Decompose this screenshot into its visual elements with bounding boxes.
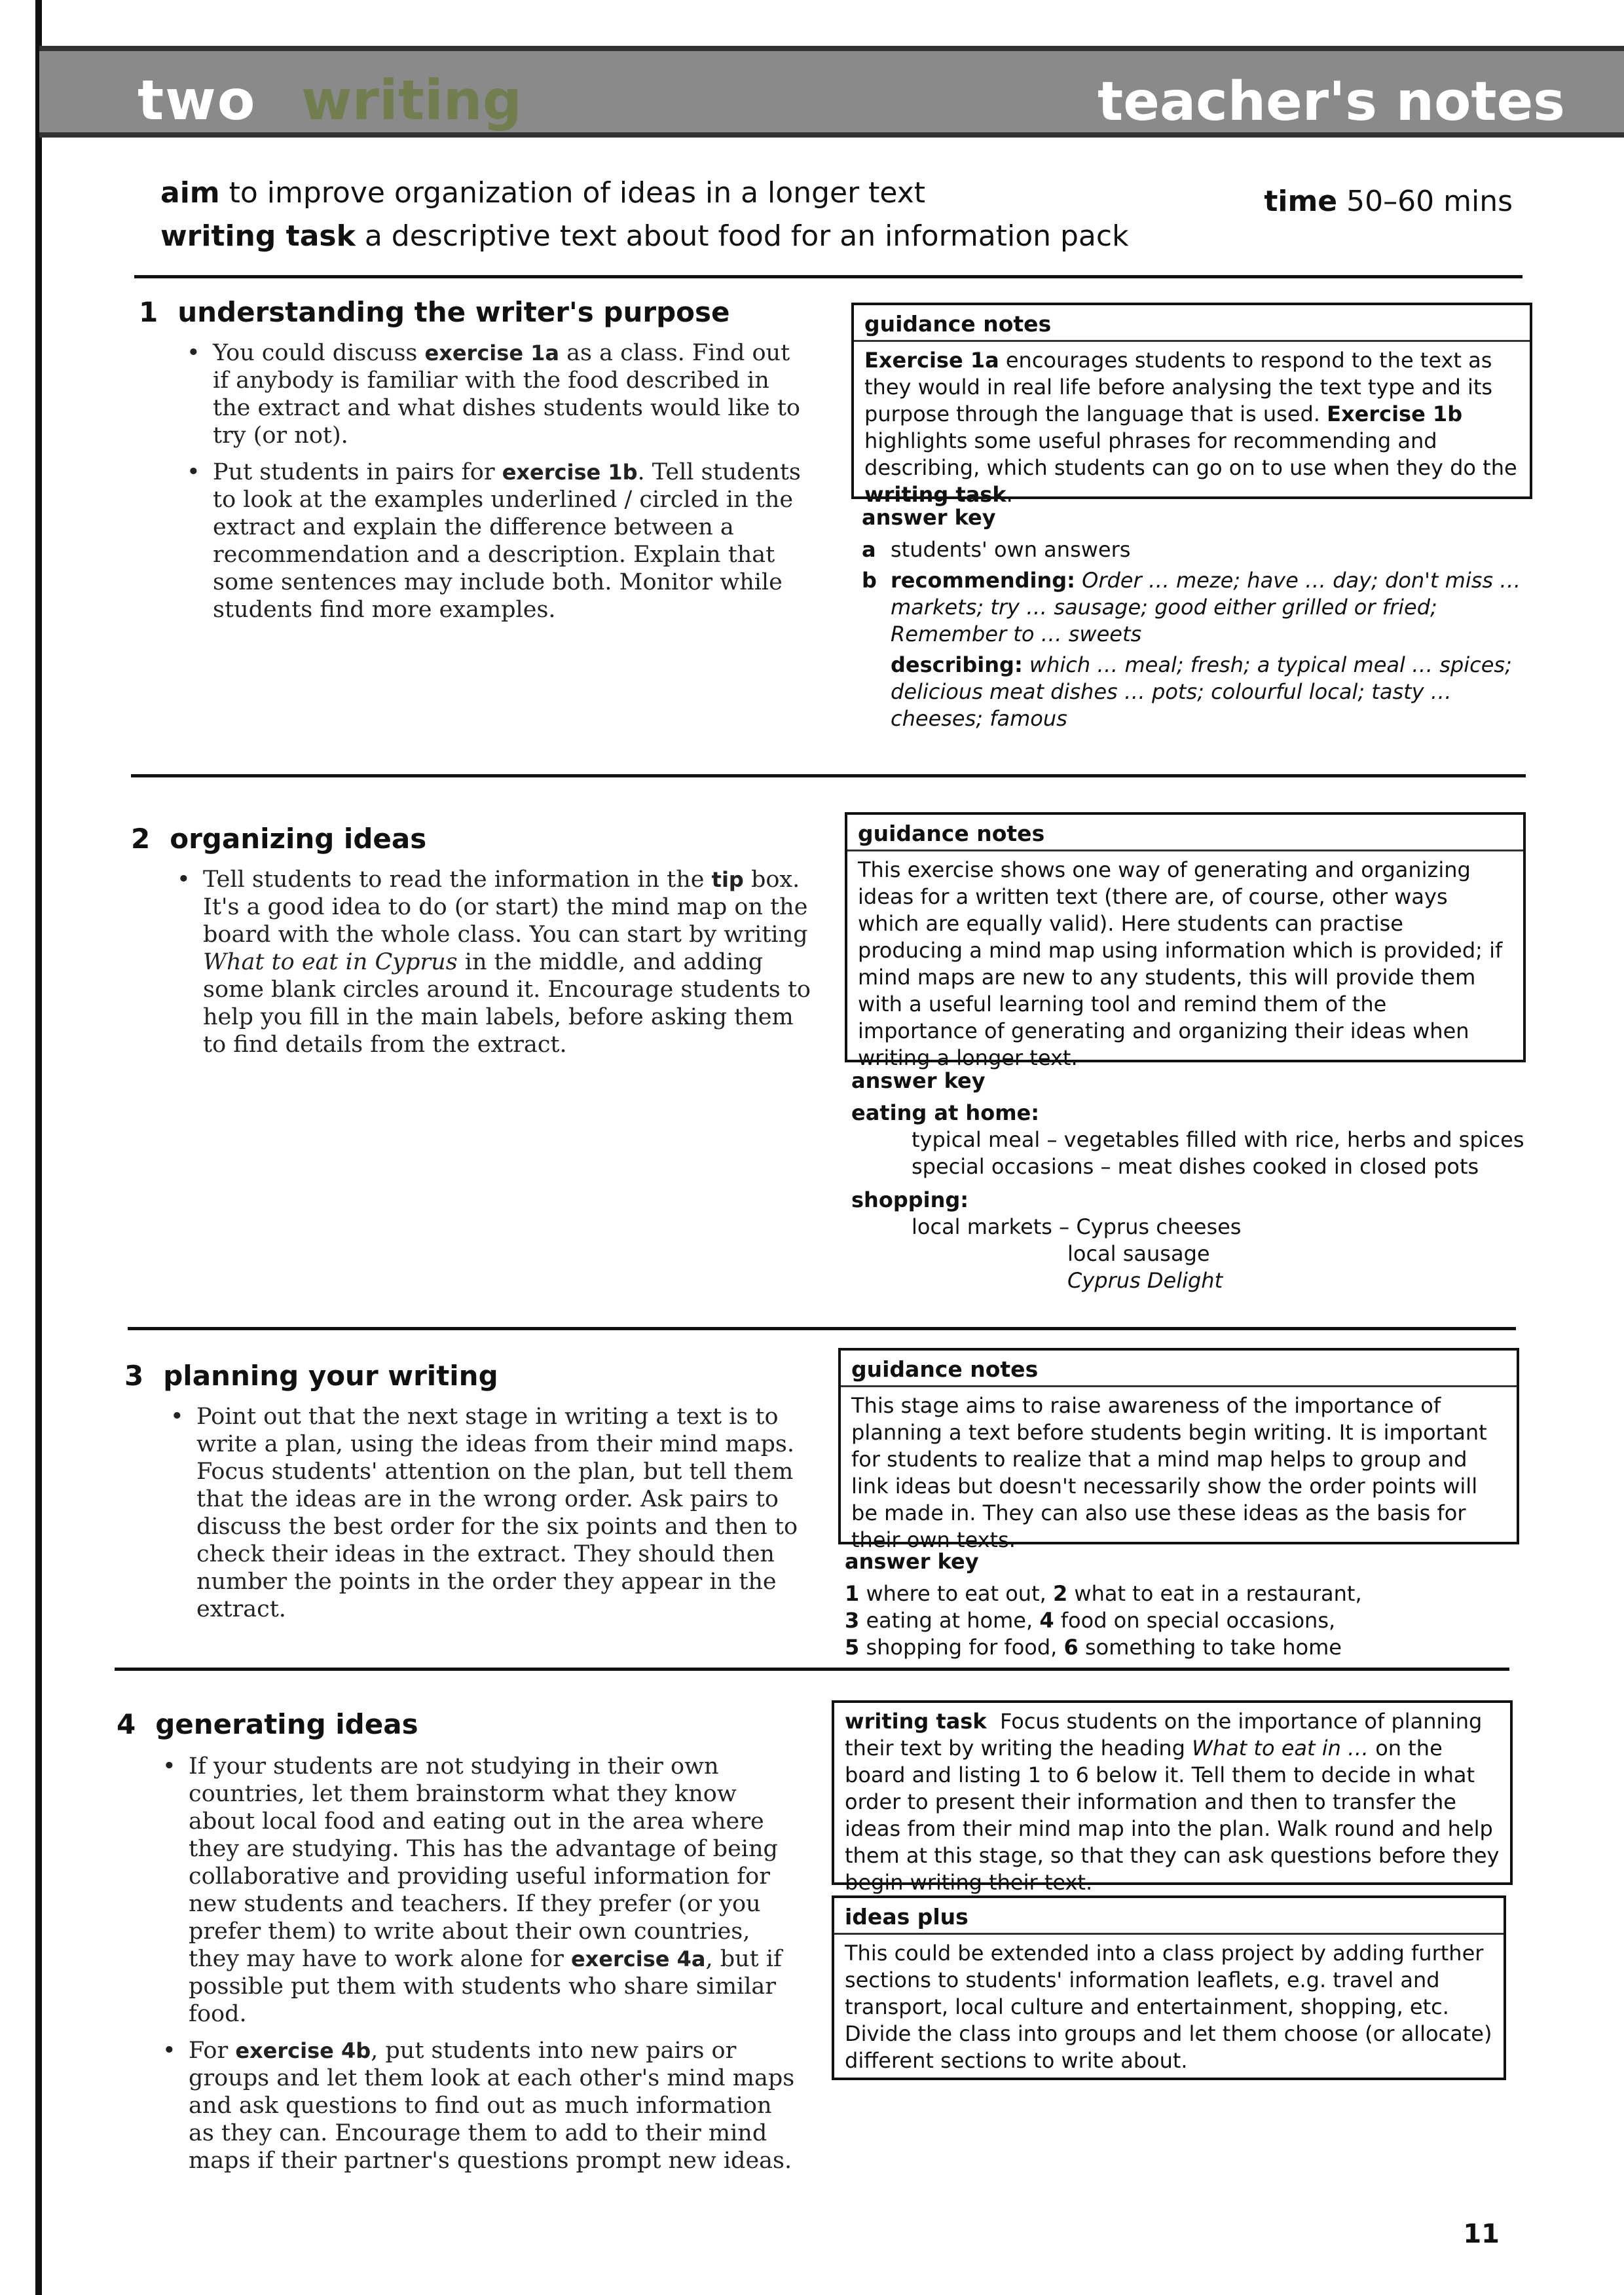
ideas-plus-box: ideas plus This could be extended into a class project by adding further sections to students' information leaflets, e.g. travel and transport, local culture and entertainment, shopping, etc. Divide the class into groups and let them choose (or allocate) different sections to write about. (832, 1895, 1506, 2080)
divider (131, 774, 1526, 777)
page-number: 11 (1463, 2219, 1500, 2249)
divider (134, 275, 1522, 278)
header-banner (39, 46, 1624, 138)
aim-text: to improve organization of ideas in a longer text (229, 176, 925, 210)
section-2-bullets (170, 866, 812, 1068)
list-item: • You could discuss exercise 1a as a class. Find out if anybody is familiar with the food described in the extract and what dishes students would like to try (or not). (180, 339, 809, 449)
guidance-notes-2: guidance notes This exercise shows one way of generating and organizing ideas for a written text (there are, of course, other ways which are equally valid). Here students can practise producing a mind map using information which is provided; if mind maps are new to any students, this will provide them with a useful learning tool and remind them of the importance of generating and organizing their ideas when writing a longer text. (845, 812, 1526, 1062)
section-4-title: 4 generating ideas (117, 1708, 418, 1740)
guidance-notes-3: guidance notes This stage aims to raise awareness of the importance of planning a text before students begin writing. It is important for students to realize that a mind map helps to group and link ideas but doesn't necessarily show the order points will be made in. They can also use these ideas as the basis for their own texts. (838, 1348, 1519, 1544)
aim-block (160, 172, 1129, 258)
list-item: • Point out that the next stage in writing a text is to write a plan, using the ideas from their mind maps. Focus students' attention on the plan, but tell them that the ideas are in the wrong order. Ask pairs to discuss the best order for the six points and then to check their ideas in the extract. They should then number the points in the order they appear in the extract. (164, 1403, 805, 1623)
section-4-bullets (156, 1753, 804, 2184)
unit-number: two (138, 68, 257, 132)
writing-task-text: a descriptive text about food for an information pack (364, 219, 1129, 253)
list-item: • Tell students to read the information in the tip box. It's a good idea to do (or start) the mind map on the board with the whole class. You can start by writing What to eat in Cyprus in the middle, and adding some blank circles around it. Encourage students to help you fill in the main labels, before asking them to find details from the extract. (170, 866, 812, 1058)
section-3-bullets (164, 1403, 805, 1632)
time-label: time (1264, 185, 1338, 218)
answer-key-1: answer key a students' own answers b recommending: Order … meze; have … day; don't miss … markets; try … sausage; good either grilled or fried; Remember to … sweets describing: which … meal; fresh; a typical meal … spices; delicious meat dishes … pots; colourful local; tasty … cheeses; famous (862, 505, 1521, 731)
divider (115, 1668, 1509, 1671)
unit-skill: writing (301, 68, 522, 132)
time-block (1264, 185, 1513, 218)
answer-key-2: answer key eating at home: typical meal – vegetables filled with rice, herbs and spices special occasions – meat dishes cooked in closed pots shopping: local markets – Cyprus cheeses local sausage Cyprus Delight (851, 1068, 1524, 1293)
time-value: 50–60 mins (1346, 185, 1513, 218)
writing-task-box: writing task Focus students on the importance of planning their text by writing the heading What to eat in … on the board and listing 1 to 6 below it. Tell them to decide in what order to present their information and then to transfer the ideas from their mind map into the plan. Walk round and help them at this stage, so that they can ask questions before they begin writing their text. (832, 1700, 1513, 1885)
section-3-title: 3 planning your writing (124, 1360, 498, 1392)
section-1-title: 1 understanding the writer's purpose (139, 296, 730, 328)
list-item: • For exercise 4b, put students into new pairs or groups and let them look at each other's mind maps and ask questions to find out as much information as they can. Encourage them to add to their mind maps if their partner's questions prompt new ideas. (156, 2037, 804, 2174)
list-item: • If your students are not studying in their own countries, let them brainstorm what they know about local food and eating out in the area where they are studying. This has the advantage of being collaborative and providing useful information for new students and teachers. If they prefer (or you prefer them) to write about their own countries, they may have to work alone for exercise 4a, but if possible put them with students who share similar food. (156, 1753, 804, 2028)
page-title: teacher's notes (1098, 71, 1565, 133)
section-2-title: 2 organizing ideas (131, 823, 427, 855)
binding-spine (0, 0, 42, 2295)
answer-key-3: answer key 1 where to eat out, 2 what to eat in a restaurant, 3 eating at home, 4 food on special occasions, 5 shopping for food, 6 something to take home (845, 1549, 1362, 1660)
guidance-notes-1: guidance notes Exercise 1a encourages students to respond to the text as they would in real life before analysing the text type and its purpose through the language that is used. Exercise 1b highlights some useful phrases for recommending and describing, which students can go on to use when they do the writing task. (851, 303, 1532, 499)
writing-task-label: writing task (160, 219, 356, 253)
aim-label: aim (160, 176, 220, 210)
list-item: • Put students in pairs for exercise 1b. Tell students to look at the examples underlined / circled in the extract and explain the difference between a recommendation and a description. Explain that some sentences may include both. Monitor while students find more examples. (180, 458, 809, 624)
divider (128, 1327, 1516, 1330)
section-1-bullets (180, 339, 809, 633)
